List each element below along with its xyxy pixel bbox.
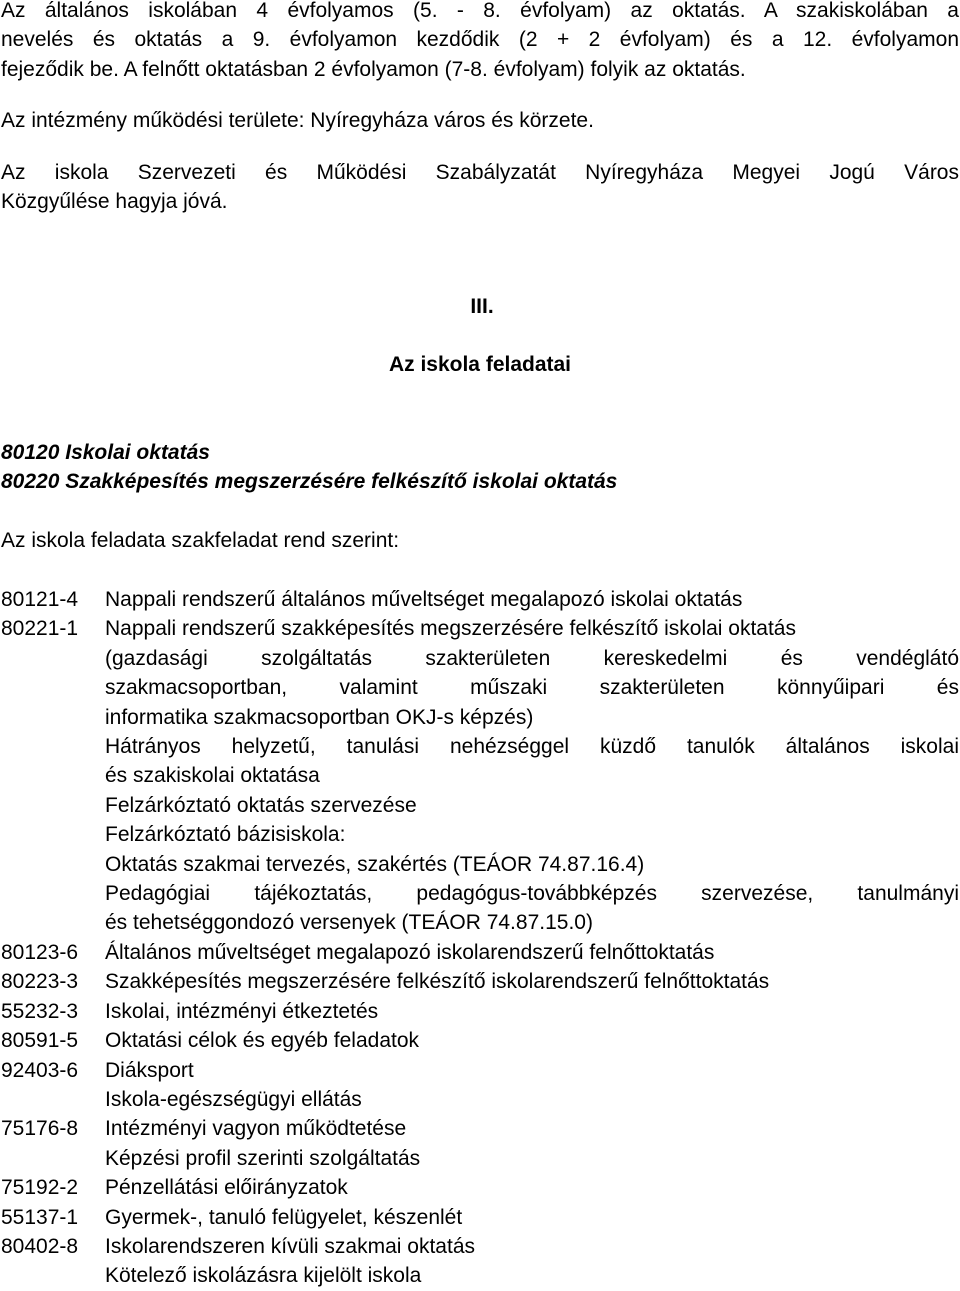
task-row xyxy=(1,1203,959,1232)
task-intro: Az iskola feladata szakfeladat rend szerint: xyxy=(1,529,400,552)
main-activity-codes xyxy=(1,438,617,497)
task-description-line: Hátrányos helyzetű, tanulási nehézséggel küzdő tanulók általános iskolai xyxy=(105,735,959,759)
task-description xyxy=(105,1056,959,1115)
task-row xyxy=(1,1232,959,1291)
task-description-line: Pénzellátási előirányzatok xyxy=(105,1176,348,1200)
task-description-line: Intézményi vagyon működtetése xyxy=(105,1117,407,1141)
task-description-line: Gyermek-, tanuló felügyelet, készenlét xyxy=(105,1205,463,1229)
task-code: 80591-5 xyxy=(1,1029,79,1053)
text-line: Közgyűlése hagyja jóvá. xyxy=(1,190,228,214)
task-code: 75176-8 xyxy=(1,1117,79,1141)
task-description-line: Oktatás szakmai tervezés, szakértés (TEÁOR 74.87.16.4) xyxy=(105,852,645,876)
task-description-line: Pedagógiai tájékoztatás, pedagógus-továbbképzés szervezése, tanulmányi xyxy=(105,882,959,906)
task-description-line: Diáksport xyxy=(105,1058,194,1082)
task-description-line: Iskola-egészségügyi ellátás xyxy=(105,1087,362,1111)
intro-paragraph-1 xyxy=(1,0,959,84)
task-code: 80402-8 xyxy=(1,1234,79,1258)
task-description-line: Nappali rendszerű általános műveltséget megalapozó iskolai oktatás xyxy=(105,588,743,611)
task-row xyxy=(1,938,959,967)
task-code: 55137-1 xyxy=(1,1205,79,1229)
task-row xyxy=(1,967,959,996)
task-description xyxy=(105,938,959,967)
main-code-line: 80220 Szakképesítés megszerzésére felkészítő iskolai oktatás xyxy=(1,470,618,494)
task-row xyxy=(1,1026,959,1055)
task-row xyxy=(1,1114,959,1173)
task-description xyxy=(105,1173,959,1202)
task-description-line: és szakiskolai oktatása xyxy=(105,764,320,788)
task-code: 80221-1 xyxy=(1,617,79,641)
task-description-line: Felzárkóztató bázisiskola: xyxy=(105,823,346,847)
task-row xyxy=(1,1056,959,1115)
task-description-line: (gazdasági szolgáltatás szakterületen kereskedelmi és vendéglátó xyxy=(105,646,959,670)
intro-paragraph-3 xyxy=(1,158,959,217)
section-number xyxy=(0,292,960,321)
task-description-line: Felzárkóztató oktatás szervezése xyxy=(105,793,417,817)
task-code: 75192-2 xyxy=(1,1176,79,1200)
task-description-line: Kötelező iskolázásra kijelölt iskola xyxy=(105,1264,422,1288)
section-number-text: III. xyxy=(470,295,494,318)
intro-paragraph-2: Az intézmény működési területe: Nyíregyháza város és körzete. xyxy=(1,109,594,133)
task-row xyxy=(1,585,959,614)
task-row xyxy=(1,614,959,937)
task-description xyxy=(105,585,959,614)
text-line: Az általános iskolában 4 évfolyamos (5. - 8. évfolyam) az oktatás. A szakiskolában a xyxy=(1,0,959,22)
task-description xyxy=(105,997,959,1026)
task-description-line: Nappali rendszerű szakképesítés megszerzésére felkészítő iskolai oktatás xyxy=(105,617,796,641)
task-description xyxy=(105,1203,959,1232)
task-description xyxy=(105,1114,959,1173)
text-line: Az iskola Szervezeti és Működési Szabályzatát Nyíregyháza Megyei Jogú Város xyxy=(1,160,959,184)
task-description-line: szakmacsoportban, valamint műszaki szakterületen könnyűipari és xyxy=(105,676,959,700)
task-description xyxy=(105,614,959,937)
task-description-line: Szakképesítés megszerzésére felkészítő iskolarendszerű felnőttoktatás xyxy=(105,970,770,994)
task-description-line: Iskolarendszeren kívüli szakmai oktatás xyxy=(105,1234,475,1258)
task-description-line: Iskolai, intézményi étkeztetés xyxy=(105,999,379,1023)
task-description-line: és tehetséggondozó versenyek (TEÁOR 74.87.15.0) xyxy=(105,911,593,935)
task-description xyxy=(105,1232,959,1291)
intro-section xyxy=(1,0,959,216)
task-code: 92403-6 xyxy=(1,1058,79,1082)
task-description xyxy=(105,1026,959,1055)
task-description-line: Oktatási célok és egyéb feladatok xyxy=(105,1029,420,1053)
task-code: 80223-3 xyxy=(1,970,79,994)
text-line: nevelés és oktatás a 9. évfolyamon kezdődik (2 + 2 évfolyam) és a 12. évfolyamon xyxy=(1,28,959,52)
task-row xyxy=(1,1173,959,1202)
task-description-line: Általános műveltséget megalapozó iskolarendszerű felnőttoktatás xyxy=(105,940,715,964)
task-list xyxy=(1,585,959,1291)
text-line: fejeződik be. A felnőtt oktatásban 2 évfolyamon (7-8. évfolyam) folyik az oktatás. xyxy=(1,57,746,81)
task-description-line: Képzési profil szerinti szolgáltatás xyxy=(105,1146,421,1170)
task-description-line: informatika szakmacsoportban OKJ-s képzés) xyxy=(105,705,534,729)
task-code: 55232-3 xyxy=(1,999,79,1023)
section-title: Az iskola feladatai xyxy=(388,353,572,376)
task-code: 80121-4 xyxy=(1,588,79,611)
main-code-line: 80120 Iskolai oktatás xyxy=(1,441,210,464)
task-code: 80123-6 xyxy=(1,940,79,964)
task-description xyxy=(105,967,959,996)
task-row xyxy=(1,997,959,1026)
